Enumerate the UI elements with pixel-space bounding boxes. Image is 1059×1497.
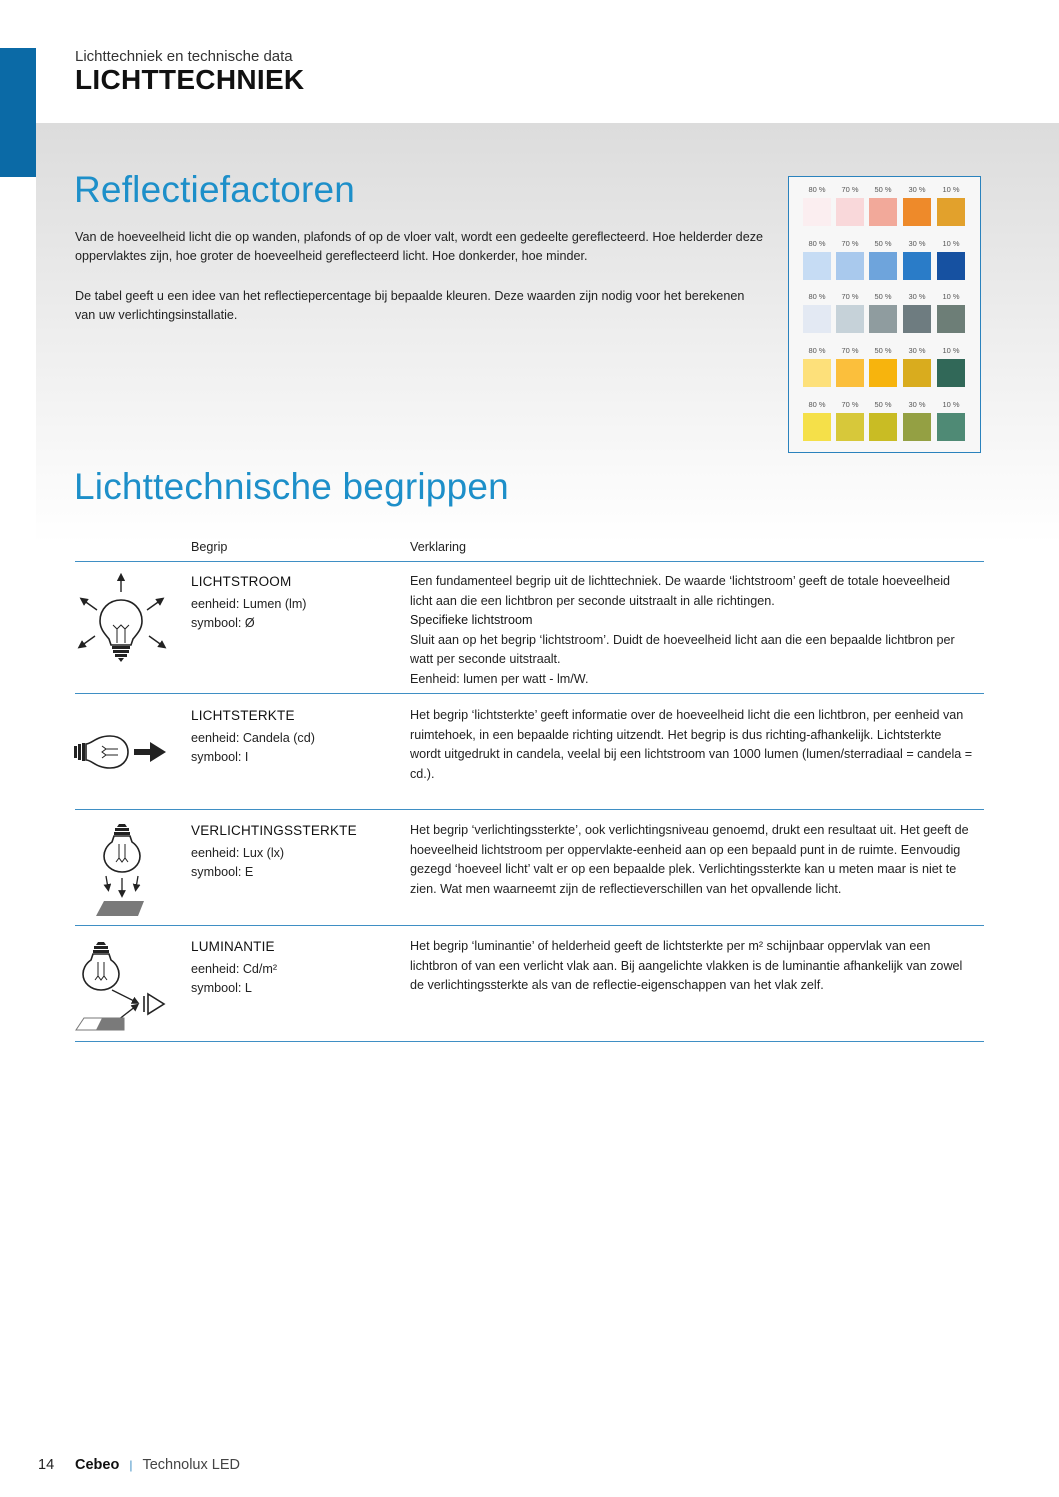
swatch-row [789,346,979,399]
color-swatch [803,413,831,441]
color-swatch [869,359,897,387]
column-header-term: Begrip [191,540,228,554]
term-symbol: symbool: E [191,865,254,879]
term-unit: eenheid: Cd/m² [191,961,278,976]
term-luminantie [191,937,277,999]
table-divider [75,1041,984,1042]
desc-verlichtingssterkte [410,821,975,899]
footer-separator: | [129,1458,133,1472]
description-text: Het begrip ‘luminantie’ of helderheid geeft de lichtsterkte per m² schijnbaar oppervlak van een lichtbron of van een verlicht vlak aan. Bij aangelichte vlakken is de luminantie afhankelijk van zowel de verlichtingssterkte als van de reflectie-eigenschappen van het vlak zelf. [410,939,963,992]
color-swatch [903,252,931,280]
swatch-percent-label: 50 % [874,346,892,355]
color-swatch [937,305,965,333]
reflect-paragraph-1: Van de hoeveelheid licht die op wanden, plafonds of op de vloer valt, wordt een gedeelte gereflecteerd. Hoe helderder deze oppervlaktes zijn, hoe groter de hoeveelheid gereflecteerd licht. Hoe donkerder, hoe minder. [75,230,763,263]
desc-luminantie [410,937,975,996]
term-symbol: symbool: L [191,981,252,995]
term-unit: eenheid: Lumen (lm) [191,596,307,611]
desc-lichtsterkte [410,706,975,784]
product-name: Technolux LED [142,1457,240,1473]
reflectance-color-chart [788,176,981,453]
swatch-percent-label: 80 % [808,346,826,355]
swatch-row [789,400,979,453]
color-swatch [803,305,831,333]
page-number: 14 [38,1457,55,1473]
color-swatch [803,198,831,226]
term-name: LICHTSTERKTE [191,708,295,723]
color-swatch [903,305,931,333]
swatch-percent-label: 10 % [942,239,960,248]
color-swatch [836,413,864,441]
lightbulb-radiating-icon [75,572,171,677]
swatch-percent-label: 80 % [808,292,826,301]
term-symbol: symbool: Ø [191,616,255,630]
header-subtitle: Lichttechniek en technische data [75,48,293,65]
color-swatch [903,359,931,387]
swatch-row [789,292,979,345]
term-verlichtingssterkte [191,821,357,883]
color-swatch [903,198,931,226]
reflect-heading: Reflectiefactoren [74,169,356,210]
column-header-description: Verklaring [410,540,467,554]
color-swatch [937,198,965,226]
swatch-percent-label: 80 % [808,239,826,248]
swatch-percent-label: 30 % [908,239,926,248]
term-name: LUMINANTIE [191,939,275,954]
color-swatch [869,305,897,333]
color-swatch [869,252,897,280]
description-text: Het begrip ‘verlichtingssterkte’, ook verlichtingsniveau genoemd, drukt een resultaat uit. Het geeft de hoeveelheid lichtstroom per oppervlakte-eenheid aan op een bepaald punt in de ruimte. Eenvoudig gezegd ‘hoeveel licht’ valt er op een bepaalde plek. Verlichtingssterkte kan u meten maar is niet te zien. Wat men waarneemt zijn de reflectieverschillen van het opvallende licht. [410,823,969,896]
swatch-percent-label: 70 % [841,400,859,409]
swatch-percent-label: 70 % [841,346,859,355]
table-divider [75,561,984,562]
term-lichtstroom [191,572,307,634]
page-footer [38,1457,240,1473]
table-divider [75,809,984,810]
color-swatch [937,359,965,387]
brand-name: Cebeo [75,1457,120,1473]
swatch-percent-label: 70 % [841,185,859,194]
term-unit: eenheid: Lux (lx) [191,845,285,860]
description-text: Het begrip ‘lichtsterkte’ geeft informatie over de hoeveelheid licht die een lichtbron, per eenheid van ruimtehoek, in een bepaalde richting uitzendt. Het begrip is dus richting-afhankelijk. Lichtsterkte wordt uitgedrukt in candela, veelal bij een lichtstroom van 1000 lumen (lumen/sterradiaal = candela = cd.). [410,708,973,781]
table-divider [75,693,984,694]
sub-title: Specifieke lichtstroom [410,613,533,627]
color-swatch [903,413,931,441]
color-swatch [836,198,864,226]
color-swatch [937,413,965,441]
sub-unit: Eenheid: lumen per watt - lm/W. [410,671,589,686]
sub-description: Sluit aan op het begrip ‘lichtstroom’. Duidt de hoeveelheid licht aan die een bepaalde lichtbron per watt per seconde uitstraalt. [410,632,955,666]
term-symbol: symbool: I [191,750,249,764]
swatch-percent-label: 30 % [908,185,926,194]
color-swatch [869,413,897,441]
color-swatch [869,198,897,226]
swatch-percent-label: 10 % [942,185,960,194]
term-name: LICHTSTROOM [191,574,292,589]
term-lichtsterkte [191,706,315,768]
begrippen-heading: Lichttechnische begrippen [74,466,509,507]
term-unit: eenheid: Candela (cd) [191,730,315,745]
swatch-percent-label: 50 % [874,400,892,409]
color-swatch [803,359,831,387]
color-swatch [836,305,864,333]
swatch-percent-label: 10 % [942,346,960,355]
swatch-percent-label: 10 % [942,400,960,409]
swatch-percent-label: 80 % [808,185,826,194]
swatch-percent-label: 30 % [908,346,926,355]
color-swatch [836,252,864,280]
color-swatch [836,359,864,387]
swatch-row [789,185,979,238]
description-text: Een fundamenteel begrip uit de lichttechniek. De waarde ‘lichtstroom’ geeft de totale hoeveelheid licht aan die een lichtbron per seconde uitstraalt in alle richtingen. [410,574,950,608]
header-title: LICHTTECHNIEK [75,64,305,95]
desc-lichtstroom [410,572,975,689]
color-swatch [803,252,831,280]
swatch-percent-label: 30 % [908,292,926,301]
swatch-percent-label: 70 % [841,292,859,301]
header-accent-bar [0,48,36,177]
swatch-percent-label: 70 % [841,239,859,248]
swatch-percent-label: 10 % [942,292,960,301]
swatch-percent-label: 50 % [874,292,892,301]
swatch-percent-label: 80 % [808,400,826,409]
lightbulb-eye-luminance-icon [74,940,170,1037]
reflect-paragraph-2: De tabel geeft u een idee van het reflectiepercentage bij bepaalde kleuren. Deze waarden zijn nodig voor het berekenen van uw verlichtingsinstallatie. [75,289,745,322]
term-name: VERLICHTINGSSTERKTE [191,823,357,838]
swatch-percent-label: 50 % [874,239,892,248]
swatch-percent-label: 30 % [908,400,926,409]
color-swatch [937,252,965,280]
lightbulb-direction-icon [74,730,170,785]
swatch-row [789,239,979,292]
lightbulb-illuminating-surface-icon [96,822,148,923]
swatch-percent-label: 50 % [874,185,892,194]
table-divider [75,925,984,926]
